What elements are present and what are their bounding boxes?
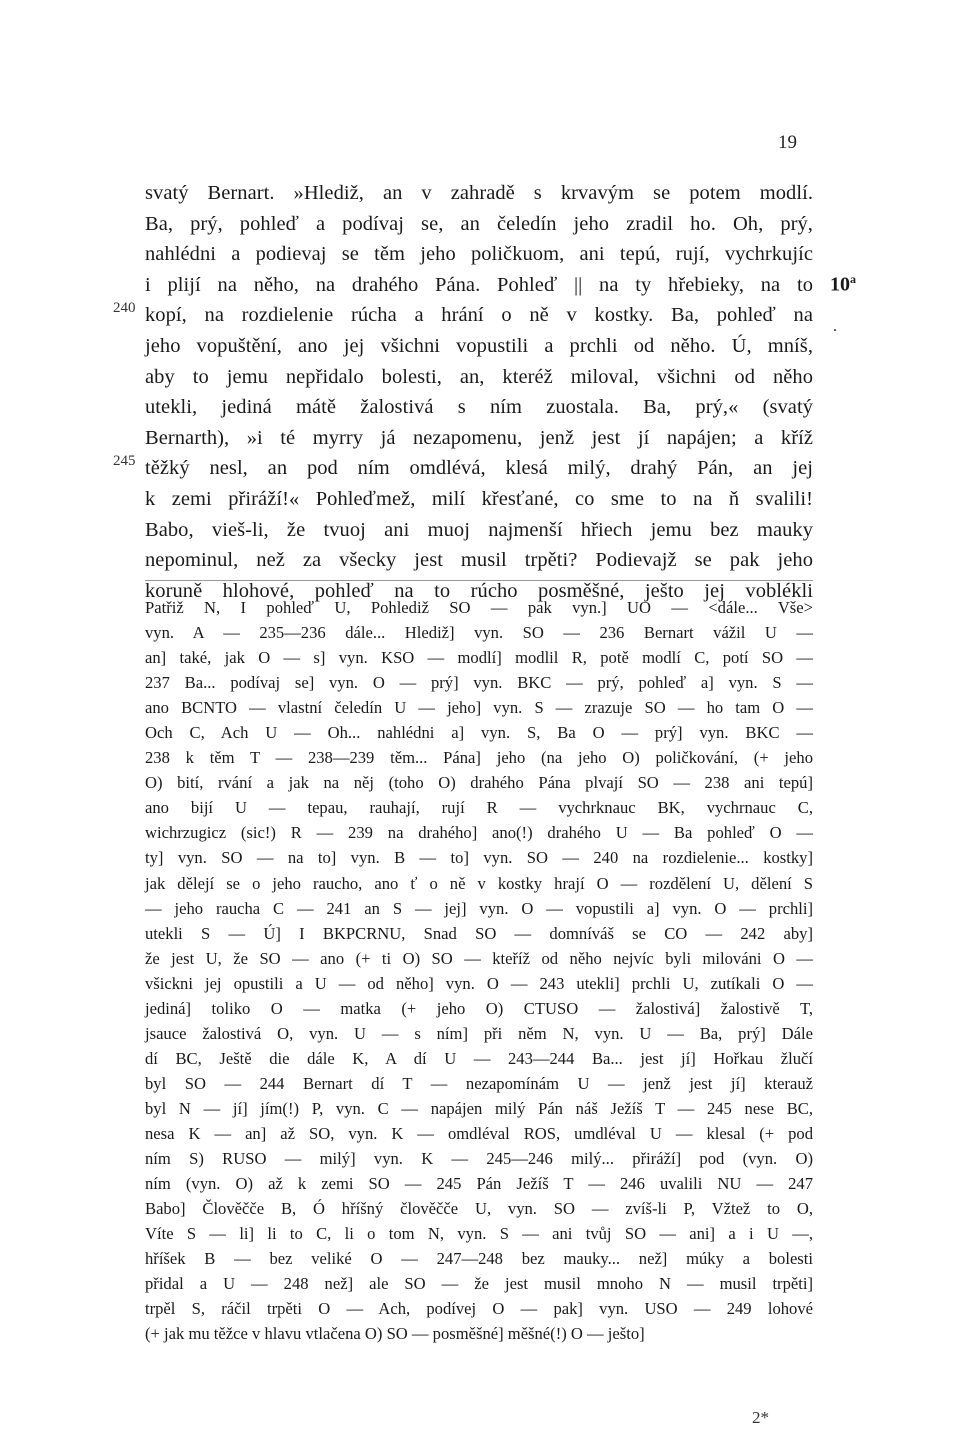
text-line: kopí, na rozdielenie rúcha a hrání o ně v kostky. Ba, pohleď na [145,304,813,327]
apparatus-line: ním (vyn. O) až k zemi SO — 245 Pán Ježíš T — 246 uvalili NU — 247 [145,1174,813,1194]
folio-marker-number: 10 [830,273,850,296]
apparatus-line: — jeho raucha C — 241 an S — jej] vyn. O — vopustili a] vyn. O — prchli] [145,898,813,918]
apparatus-line: Patřiž N, I pohleď U, Pohlediž SO — pak vyn.] UO — <dále... Vše> [145,598,813,617]
apparatus-line: hříšek B — bez veliké O — 247—248 bez mauky... než] múky a bolesti [145,1249,813,1269]
apparatus-line: všickni jej opustili a U — od něho] vyn. O — 243 utekli] prchli U, zutíkali O — [145,973,813,993]
folio-marker-side: a [850,272,856,286]
apparatus-line: byl SO — 244 Bernart dí T — nezapomínám U — jenž jest jí] kterauž [145,1073,813,1093]
apparatus-line: utekli S — Ú] I BKPCRNU, Snad SO — domníváš se CO — 242 aby] [145,923,813,943]
printer-signature: 2* [752,1408,769,1427]
margin-dot: . [833,318,837,335]
text-line: aby to jemu nepřidalo bolesti, an, kteréž miloval, všichni od něho [145,365,813,388]
apparatus-line: wichrzugicz (sic!) R — 239 na drahého] ano(!) drahého U — Ba pohleď O — [145,823,813,843]
apparatus-line: Víte S — li] li to C, li o tom N, vyn. S — ani tvůj SO — ani] a i U —, [145,1224,813,1244]
text-line: nahlédni a podievaj se těm jeho poličkuom, ani tepú, rují, vychrkujíc [145,243,813,266]
apparatus-line: přidal a U — 248 než] ale SO — že jest musil mnoho N — musil trpěti] [145,1274,813,1294]
apparatus-line: jsauce žalostivá O, vyn. U — s ním] při něm N, vyn. U — Ba, prý] Dále [145,1023,813,1043]
apparatus-line: ty] vyn. SO — na to] vyn. B — to] vyn. SO — 240 na rozdielenie... kostky] [145,848,813,868]
text-line: i plijí na něho, na drahého Pána. Pohleď || na ty hřebieky, na to [145,273,813,296]
text-line: Babo, vieš-li, že tvuoj ani muoj najmenší hřiech jemu bez mauky [145,518,813,541]
line-number-240: 240 [113,300,136,316]
footnote-rule [145,580,813,581]
text-line: k zemi přiráží!« Pohleďmež, milí křesťané, co sme to na ň svalili! [145,487,813,510]
text-line: jeho vopuštění, ano jej všichni vopustili a prchli od něho. Ú, mníš, [145,334,813,357]
apparatus-line: jediná] toliko O — matka (+ jeho O) CTUSO — žalostivá] žalostivě T, [145,998,813,1018]
text-line: nepominul, než za všecky jest musil trpěti? Podievajž se pak jeho [145,549,813,572]
apparatus-line: 238 k těm T — 238—239 těm... Pána] jeho (na jeho O) poličkování, (+ jeho [145,748,813,768]
apparatus-line: trpěl S, ráčil trpěti O — Ach, podívej O — pak] vyn. USO — 249 lohové [145,1299,813,1319]
apparatus-line: byl N — jí] jím(!) P, vyn. C — napájen milý Pán náš Ježíš T — 245 nese BC, [145,1098,813,1118]
apparatus-line: Och C, Ach U — Oh... nahlédni a] vyn. S, Ba O — prý] vyn. BKC — [145,723,813,743]
apparatus-line: ano bijí U — tepau, rauhají, rují R — vychrknauc BK, vychrnauc C, [145,798,813,818]
text-line: svatý Bernart. »Hlediž, an v zahradě s krvavým se potem modlí. [145,182,813,204]
apparatus-line: jak dělejí se o jeho raucho, ano ť o ně v kostky hrají O — rozdělení U, dělení S [145,873,813,893]
apparatus-line: (+ jak mu těžce v hlavu vtlačena O) SO — posměšné] měšné(!) O — ješto] [145,1324,645,1344]
folio-marker [830,272,856,297]
critical-apparatus [145,595,813,1346]
apparatus-line: Babo] Člověčče B, Ó hříšný člověčče U, vyn. SO — zvíš-li P, Vžtež to O, [145,1199,813,1219]
text-line: utekli, jediná mátě žalostivá s ním zuostala. Ba, prý,« (svatý [145,396,813,419]
text-line: Ba, prý, pohleď a podívaj se, an čeledín jeho zradil ho. Oh, prý, [145,212,813,235]
text-line: těžký nesl, an pod ním omdlévá, klesá milý, drahý Pán, an jej [145,457,813,480]
apparatus-line: O) bití, rvání a jak na něj (toho O) drahého Pána plvají SO — 238 ani tepú] [145,773,813,793]
page-number: 19 [778,132,797,153]
apparatus-line: vyn. A — 235—236 dále... Hlediž] vyn. SO — 236 Bernart vážil U — [145,623,813,643]
apparatus-line: ním S) RUSO — milý] vyn. K — 245—246 milý... přiráží] pod (vyn. O) [145,1149,813,1169]
text-line: Bernarth), »i té myrry já nezapomenu, jenž jest jí napájen; a kříž [145,426,813,449]
apparatus-line: 237 Ba... podívaj se] vyn. O — prý] vyn. BKC — prý, pohleď a] vyn. S — [145,673,813,693]
apparatus-line: že jest U, že SO — ano (+ ti O) SO — kteříž od něho nejvíc byli milováni O — [145,948,813,968]
apparatus-line: dí BC, Ještě die dále K, A dí U — 243—244 Ba... jest jí] Hořkau žlučí [145,1048,813,1068]
text-line: koruně hlohové, pohleď na to rúcho posměšné, ješto jej voblékli [145,579,813,602]
apparatus-line: nesa K — an] až SO, vyn. K — omdléval ROS, umdléval U — klesal (+ pod [145,1123,813,1143]
apparatus-line: ano BCNTO — vlastní čeledín U — jeho] vyn. S — zrazuje SO — ho tam O — [145,698,813,718]
main-text [145,178,813,606]
line-number-245: 245 [113,453,136,469]
apparatus-line: an] také, jak O — s] vyn. KSO — modlí] modlil R, potě modlí C, potí SO — [145,648,813,668]
